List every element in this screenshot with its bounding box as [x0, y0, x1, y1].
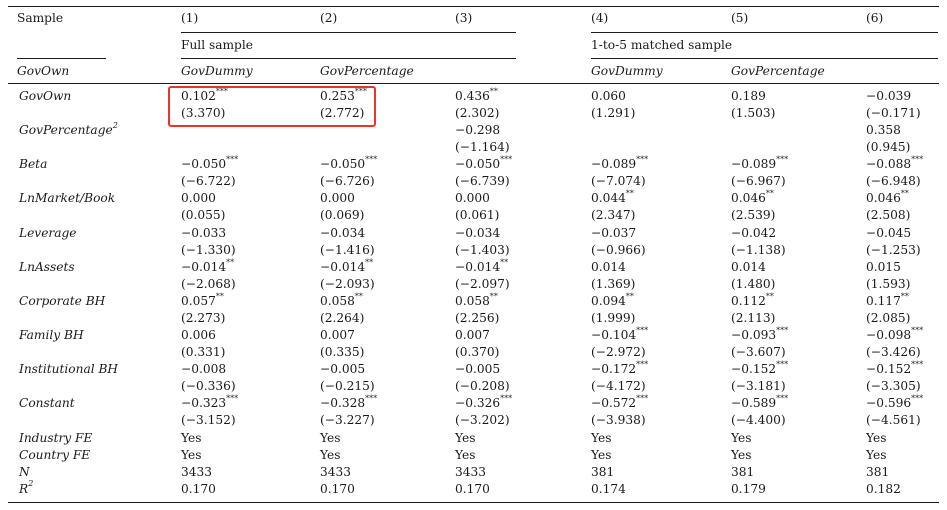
- t-stat-cell: (1.593): [866, 276, 911, 291]
- coef-cell: [591, 327, 648, 344]
- significance-stars: **: [625, 189, 634, 199]
- significance-stars: ***: [911, 360, 924, 370]
- coef-value: −0.326: [455, 396, 501, 411]
- t-stat-cell: (−6.967): [731, 174, 786, 189]
- significance-stars: **: [900, 291, 909, 301]
- significance-stars: ***: [636, 394, 649, 404]
- t-stat-cell: (0.945): [866, 140, 911, 155]
- coef-cell: [591, 88, 626, 105]
- significance-stars: ***: [500, 394, 513, 404]
- t-stat-cell: (−2.093): [320, 276, 375, 291]
- coef-value: −0.037: [591, 225, 637, 240]
- row-label: [19, 361, 118, 378]
- t-stat-cell: (−6.948): [866, 174, 921, 189]
- coef-value: −0.014: [320, 259, 366, 274]
- t-stat-cell: (−1.253): [866, 242, 921, 257]
- significance-stars: ***: [636, 360, 649, 370]
- t-stat-cell: (−3.152): [181, 413, 236, 428]
- t-stat-cell: (0.061): [455, 208, 500, 223]
- t-stat-cell: (3.370): [181, 106, 226, 120]
- footer-cell: 0.170: [181, 481, 216, 496]
- significance-stars: ***: [365, 394, 378, 404]
- sample-label: Sample: [17, 11, 64, 25]
- significance-stars: ***: [776, 325, 789, 335]
- t-stat-cell: (−6.722): [181, 174, 236, 189]
- t-stat-cell: (−4.561): [866, 413, 921, 428]
- coef-cell: [731, 361, 788, 378]
- t-stat-cell: (0.069): [320, 208, 365, 223]
- coef-cell: [181, 327, 216, 344]
- footer-cell: 0.170: [320, 481, 355, 496]
- t-stat-cell: (−2.068): [181, 276, 236, 291]
- col-number-6: (6): [866, 11, 884, 25]
- t-stat-cell: (0.370): [455, 345, 500, 360]
- significance-stars: **: [625, 291, 634, 301]
- row-label-text: LnMarket/Book: [19, 191, 116, 206]
- t-stat-cell: (−3.938): [591, 413, 646, 428]
- coef-value: −0.589: [731, 396, 777, 411]
- coef-cell: [181, 225, 226, 242]
- footer-cell: Yes: [591, 447, 612, 462]
- coef-cell: [455, 122, 500, 139]
- footer-cell: 381: [731, 464, 755, 479]
- col-number-4: (4): [591, 11, 609, 25]
- coef-value: −0.042: [731, 225, 777, 240]
- coef-value: 0.007: [455, 328, 490, 343]
- govdummy-header-4: GovDummy: [591, 64, 663, 78]
- coef-value: 0.000: [455, 191, 490, 206]
- coef-value: 0.189: [731, 89, 766, 103]
- coef-cell: [866, 327, 923, 344]
- coef-cell: [320, 190, 355, 207]
- row-label-text: Corporate BH: [19, 293, 106, 308]
- coef-value: 0.044: [591, 191, 626, 206]
- footer-cell: Yes: [731, 447, 752, 462]
- footer-cell: 0.179: [731, 481, 766, 496]
- coef-cell: [591, 225, 636, 242]
- coef-value: −0.093: [731, 328, 777, 343]
- sample-underline: [17, 58, 106, 59]
- coef-cell: [591, 190, 634, 207]
- significance-stars: ***: [500, 155, 513, 165]
- footer-cell: 3433: [320, 464, 352, 479]
- coef-cell: [320, 156, 377, 173]
- coef-value: −0.152: [866, 362, 912, 377]
- group-matched-sample: 1-to-5 matched sample: [591, 38, 733, 52]
- highlight-box: [168, 86, 376, 127]
- coef-cell: [181, 293, 224, 310]
- footer-cell: 381: [866, 464, 890, 479]
- row-label-text: Industry FE: [19, 430, 93, 445]
- coef-cell: [181, 395, 238, 412]
- coef-value: 0.046: [731, 191, 766, 206]
- coef-cell: [866, 293, 909, 310]
- significance-stars: ***: [911, 325, 924, 335]
- t-stat-cell: (2.256): [455, 310, 500, 325]
- coef-cell: [866, 122, 901, 139]
- t-stat-cell: (2.264): [320, 310, 365, 325]
- coef-value: −0.034: [455, 225, 501, 240]
- footer-label: [19, 481, 33, 498]
- coef-value: 0.094: [591, 293, 626, 308]
- coef-cell: [731, 259, 766, 276]
- t-stat-cell: (−4.172): [591, 379, 646, 394]
- footer-cell: 3433: [181, 464, 213, 479]
- row-label-text: R: [19, 481, 29, 496]
- t-stat-cell: (−3.202): [455, 413, 510, 428]
- significance-stars: ***: [354, 86, 367, 96]
- coef-cell: [731, 225, 776, 242]
- govpercentage-header-2: GovPercentage: [320, 64, 414, 78]
- t-stat-cell: (−0.171): [866, 106, 921, 120]
- t-stat-cell: (−6.739): [455, 174, 510, 189]
- t-stat-cell: (−0.215): [320, 379, 375, 394]
- coef-value: 0.014: [731, 259, 766, 274]
- footer-label: [19, 447, 90, 464]
- coef-value: −0.045: [866, 225, 912, 240]
- t-stat-cell: (−6.726): [320, 174, 375, 189]
- footer-cell: Yes: [731, 430, 752, 445]
- coef-value: 0.046: [866, 191, 901, 206]
- row-label-text: Country FE: [19, 447, 91, 462]
- t-stat-cell: (−0.336): [181, 379, 236, 394]
- coef-value: 0.000: [320, 191, 355, 206]
- coef-value: −0.050: [455, 157, 501, 172]
- coef-cell: [591, 395, 648, 412]
- coef-value: −0.098: [866, 328, 912, 343]
- t-stat-cell: (2.347): [591, 208, 636, 223]
- t-stat-cell: (0.335): [320, 345, 365, 360]
- coef-cell: [320, 327, 355, 344]
- coef-value: 0.015: [866, 259, 901, 274]
- t-stat-cell: (−1.164): [455, 140, 510, 155]
- significance-stars: **: [765, 291, 774, 301]
- coef-value: −0.008: [181, 362, 227, 377]
- coef-value: 0.058: [455, 293, 490, 308]
- row-label: [19, 88, 71, 105]
- coef-value: −0.328: [320, 396, 366, 411]
- coef-value: −0.039: [866, 89, 912, 103]
- t-stat-cell: (2.085): [866, 310, 911, 325]
- coef-cell: [731, 190, 774, 207]
- row-label-text: GovOwn: [19, 89, 72, 103]
- t-stat-cell: (1.503): [731, 106, 776, 120]
- bottom-rule: [8, 502, 939, 503]
- coef-value: −0.596: [866, 396, 912, 411]
- row-label-text: Institutional BH: [19, 362, 119, 377]
- coef-value: −0.033: [181, 225, 227, 240]
- coef-cell: [866, 190, 909, 207]
- coef-value: −0.050: [320, 157, 366, 172]
- coef-value: −0.005: [320, 362, 366, 377]
- row-label: [19, 293, 105, 310]
- row-label-text: Family BH: [19, 328, 84, 343]
- coef-cell: [455, 259, 508, 276]
- t-stat-cell: (−7.074): [591, 174, 646, 189]
- row-label-superscript: 2: [112, 121, 118, 131]
- col-number-5: (5): [731, 11, 749, 25]
- coef-cell: [731, 293, 774, 310]
- t-stat-cell: (2.772): [320, 106, 365, 120]
- coef-cell: [866, 361, 923, 378]
- coef-value: −0.088: [866, 157, 912, 172]
- footer-cell: Yes: [866, 447, 887, 462]
- coef-value: 0.058: [320, 293, 355, 308]
- significance-stars: ***: [776, 394, 789, 404]
- significance-stars: ***: [776, 155, 789, 165]
- coef-value: −0.089: [731, 157, 777, 172]
- coef-value: −0.034: [320, 225, 366, 240]
- coef-cell: [455, 293, 498, 310]
- coef-cell: [320, 225, 365, 242]
- coef-value: −0.104: [591, 328, 637, 343]
- footer-cell: Yes: [181, 430, 202, 445]
- t-stat-cell: (−3.227): [320, 413, 375, 428]
- t-stat-cell: (2.302): [455, 106, 500, 120]
- t-stat-cell: (−4.400): [731, 413, 786, 428]
- significance-stars: ***: [776, 360, 789, 370]
- group-full-sample: Full sample: [181, 38, 253, 52]
- coef-cell: [866, 156, 923, 173]
- coef-value: 0.358: [866, 123, 901, 138]
- coef-value: 0.057: [181, 293, 216, 308]
- coef-value: −0.172: [591, 362, 637, 377]
- col-number-3: (3): [455, 11, 473, 25]
- t-stat-cell: (−1.403): [455, 242, 510, 257]
- row-label: [19, 395, 75, 412]
- coef-value: −0.014: [455, 259, 501, 274]
- significance-stars: **: [489, 291, 498, 301]
- row-label: [19, 122, 118, 139]
- coef-cell: [866, 395, 923, 412]
- col-number-2: (2): [320, 11, 338, 25]
- significance-stars: ***: [911, 394, 924, 404]
- row-label-superscript: 2: [28, 479, 34, 489]
- coef-cell: [455, 361, 500, 378]
- coef-cell: [591, 156, 648, 173]
- row-label-text: GovPercentage: [19, 123, 113, 138]
- coef-cell: [731, 327, 788, 344]
- coef-value: 0.117: [866, 293, 901, 308]
- header-bottom-rule: [8, 83, 939, 84]
- coef-value: −0.152: [731, 362, 777, 377]
- row-label: [19, 259, 75, 276]
- row-label: [19, 327, 84, 344]
- significance-stars: **: [500, 257, 509, 267]
- coef-cell: [455, 156, 512, 173]
- footer-cell: Yes: [591, 430, 612, 445]
- coef-cell: [320, 259, 373, 276]
- t-stat-cell: (−0.208): [455, 379, 510, 394]
- t-stat-cell: (1.369): [591, 276, 636, 291]
- coef-value: 0.102: [181, 89, 216, 103]
- row-label-text: Leverage: [19, 225, 77, 240]
- coef-cell: [731, 156, 788, 173]
- t-stat-cell: (2.508): [866, 208, 911, 223]
- coef-value: 0.007: [320, 328, 355, 343]
- t-stat-cell: (0.055): [181, 208, 226, 223]
- coef-cell: [181, 361, 226, 378]
- coef-value: −0.050: [181, 157, 227, 172]
- t-stat-cell: (−2.097): [455, 276, 510, 291]
- coef-value: 0.436: [455, 89, 490, 103]
- govpercentage-header-5: GovPercentage: [731, 64, 825, 78]
- t-stat-cell: (−1.138): [731, 242, 786, 257]
- t-stat-cell: (−1.416): [320, 242, 375, 257]
- coef-cell: [455, 327, 490, 344]
- coef-value: −0.572: [591, 396, 637, 411]
- significance-stars: ***: [365, 155, 378, 165]
- coef-value: 0.000: [181, 191, 216, 206]
- row-label-text: N: [19, 464, 30, 479]
- coef-cell: [866, 225, 911, 242]
- footer-cell: Yes: [181, 447, 202, 462]
- significance-stars: **: [489, 86, 498, 96]
- coef-value: 0.014: [591, 259, 626, 274]
- coef-cell: [455, 395, 512, 412]
- footer-cell: 3433: [455, 464, 487, 479]
- footer-label: [19, 430, 92, 447]
- footer-cell: Yes: [455, 447, 476, 462]
- coef-cell: [181, 156, 238, 173]
- coef-value: −0.014: [181, 259, 227, 274]
- t-stat-cell: (2.113): [731, 310, 776, 325]
- t-stat-cell: (−3.426): [866, 345, 921, 360]
- t-stat-cell: (1.291): [591, 106, 636, 120]
- subheader-rule-full: [181, 58, 516, 59]
- coef-value: −0.323: [181, 396, 227, 411]
- coef-cell: [455, 225, 500, 242]
- footer-cell: 0.174: [591, 481, 626, 496]
- coef-cell: [591, 259, 626, 276]
- footer-cell: Yes: [320, 447, 341, 462]
- significance-stars: ***: [911, 155, 924, 165]
- t-stat-cell: (2.539): [731, 208, 776, 223]
- t-stat-cell: (−3.305): [866, 379, 921, 394]
- top-rule: [8, 6, 939, 7]
- significance-stars: **: [215, 291, 224, 301]
- footer-label: [19, 464, 30, 481]
- significance-stars: **: [900, 189, 909, 199]
- coef-cell: [181, 259, 234, 276]
- significance-stars: **: [226, 257, 235, 267]
- t-stat-cell: (−2.972): [591, 345, 646, 360]
- coef-cell: [455, 190, 490, 207]
- footer-cell: 381: [591, 464, 615, 479]
- t-stat-cell: (−3.181): [731, 379, 786, 394]
- significance-stars: ***: [226, 394, 239, 404]
- coef-cell: [731, 395, 788, 412]
- significance-stars: ***: [636, 325, 649, 335]
- coef-cell: [455, 88, 498, 105]
- coef-cell: [591, 293, 634, 310]
- coef-value: 0.006: [181, 328, 216, 343]
- coef-value: −0.089: [591, 157, 637, 172]
- t-stat-cell: (0.331): [181, 345, 226, 360]
- row-label: [19, 225, 77, 242]
- footer-cell: 0.170: [455, 481, 490, 496]
- t-stat-cell: (−1.330): [181, 242, 236, 257]
- coef-cell: [591, 361, 648, 378]
- coef-value: 0.060: [591, 89, 626, 103]
- significance-stars: ***: [226, 155, 239, 165]
- row-label: [19, 190, 115, 207]
- t-stat-cell: (2.273): [181, 310, 226, 325]
- group-rule-matched: [591, 32, 938, 33]
- coef-cell: [320, 361, 365, 378]
- coef-cell: [320, 293, 363, 310]
- coef-value: 0.112: [731, 293, 766, 308]
- coef-cell: [320, 395, 377, 412]
- row-label-text: LnAssets: [19, 259, 75, 274]
- t-stat-cell: (−0.966): [591, 242, 646, 257]
- coef-value: −0.005: [455, 362, 501, 377]
- coef-value: 0.253: [320, 89, 355, 103]
- footer-cell: 0.182: [866, 481, 901, 496]
- row-label-text: Beta: [19, 157, 48, 172]
- significance-stars: **: [354, 291, 363, 301]
- footer-cell: Yes: [320, 430, 341, 445]
- row-label: [19, 156, 47, 173]
- footer-cell: Yes: [455, 430, 476, 445]
- t-stat-cell: (−3.607): [731, 345, 786, 360]
- col-number-1: (1): [181, 11, 199, 25]
- subheader-rule-matched: [591, 58, 938, 59]
- govown-header: GovOwn: [17, 64, 70, 78]
- t-stat-cell: (1.480): [731, 276, 776, 291]
- significance-stars: **: [765, 189, 774, 199]
- coef-cell: [731, 88, 766, 105]
- group-rule-full: [181, 32, 516, 33]
- t-stat-cell: (1.999): [591, 310, 636, 325]
- coef-cell: [181, 190, 216, 207]
- govdummy-header-1: GovDummy: [181, 64, 253, 78]
- coef-cell: [866, 259, 901, 276]
- significance-stars: ***: [215, 86, 228, 96]
- footer-cell: Yes: [866, 430, 887, 445]
- significance-stars: **: [365, 257, 374, 267]
- coef-cell: [866, 88, 911, 105]
- row-label-text: Constant: [19, 396, 75, 411]
- coef-value: −0.298: [455, 123, 501, 138]
- significance-stars: ***: [636, 155, 649, 165]
